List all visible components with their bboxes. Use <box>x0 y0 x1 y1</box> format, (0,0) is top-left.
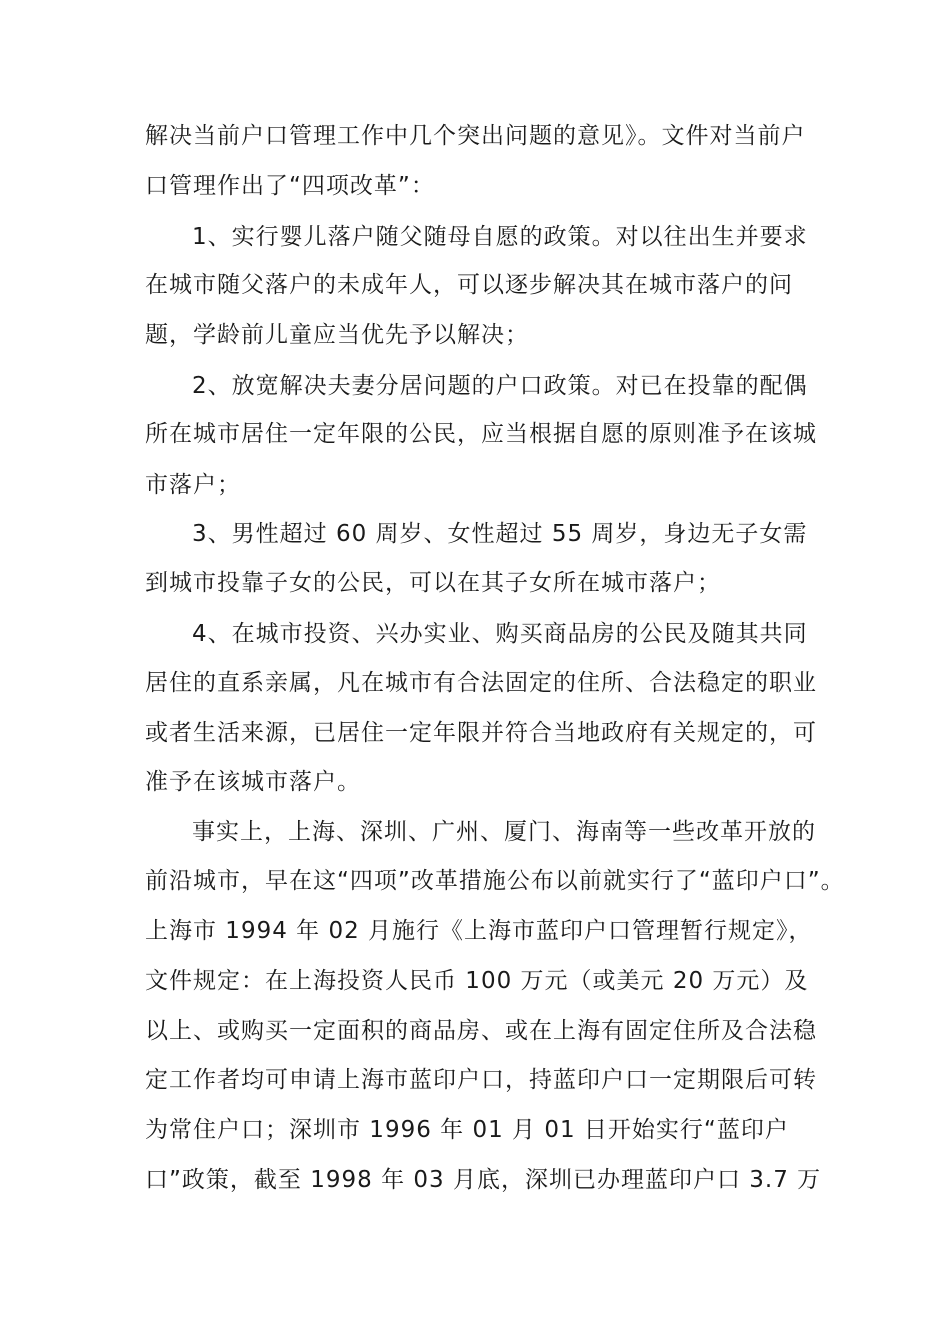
text-line: 到城市投靠子女的公民，可以在其子女所在城市落户； <box>145 570 721 596</box>
text-line: 口管理作出了“四项改革”： <box>145 173 435 199</box>
text-line: 为常住户口；深圳市 1996 年 01 月 01 日开始实行“蓝印户 <box>145 1117 789 1143</box>
paragraph-start: 事实上，上海、深圳、广州、厦门、海南等一些改革开放的 <box>192 819 816 845</box>
text-line: 所在城市居住一定年限的公民，应当根据自愿的原则准予在该城 <box>145 421 817 447</box>
text-line: 前沿城市，早在这“四项”改革措施公布以前就实行了“蓝印户口”。 <box>145 868 845 894</box>
text-line: 在城市随父落户的未成年人，可以逐步解决其在城市落户的问 <box>145 272 793 298</box>
list-item-3: 3、男性超过 60 周岁、女性超过 55 周岁，身边无子女需 <box>192 521 808 547</box>
text-line: 准予在该城市落户。 <box>145 769 361 795</box>
text-line: 市落户； <box>145 472 241 498</box>
list-item-4: 4、在城市投资、兴办实业、购买商品房的公民及随其共同 <box>192 621 808 647</box>
text-line: 以上、或购买一定面积的商品房、或在上海有固定住所及合法稳 <box>145 1018 817 1044</box>
text-line: 口”政策，截至 1998 年 03 月底，深圳已办理蓝印户口 3.7 万 <box>145 1167 822 1193</box>
text-line: 上海市 1994 年 02 月施行《上海市蓝印户口管理暂行规定》， <box>145 918 813 944</box>
list-item-1: 1、实行婴儿落户随父随母自愿的政策。对以往出生并要求 <box>192 224 808 250</box>
text-line: 定工作者均可申请上海市蓝印户口，持蓝印户口一定期限后可转 <box>145 1067 817 1093</box>
text-line: 题，学龄前儿童应当优先予以解决； <box>145 322 529 348</box>
text-line: 解决当前户口管理工作中几个突出问题的意见》。文件对当前户 <box>145 123 806 149</box>
list-item-2: 2、放宽解决夫妻分居问题的户口政策。对已在投靠的配偶 <box>192 373 808 399</box>
text-line: 或者生活来源，已居住一定年限并符合当地政府有关规定的，可 <box>145 720 817 746</box>
text-line: 文件规定：在上海投资人民币 100 万元（或美元 20 万元）及 <box>145 968 809 994</box>
text-line: 居住的直系亲属，凡在城市有合法固定的住所、合法稳定的职业 <box>145 670 817 696</box>
